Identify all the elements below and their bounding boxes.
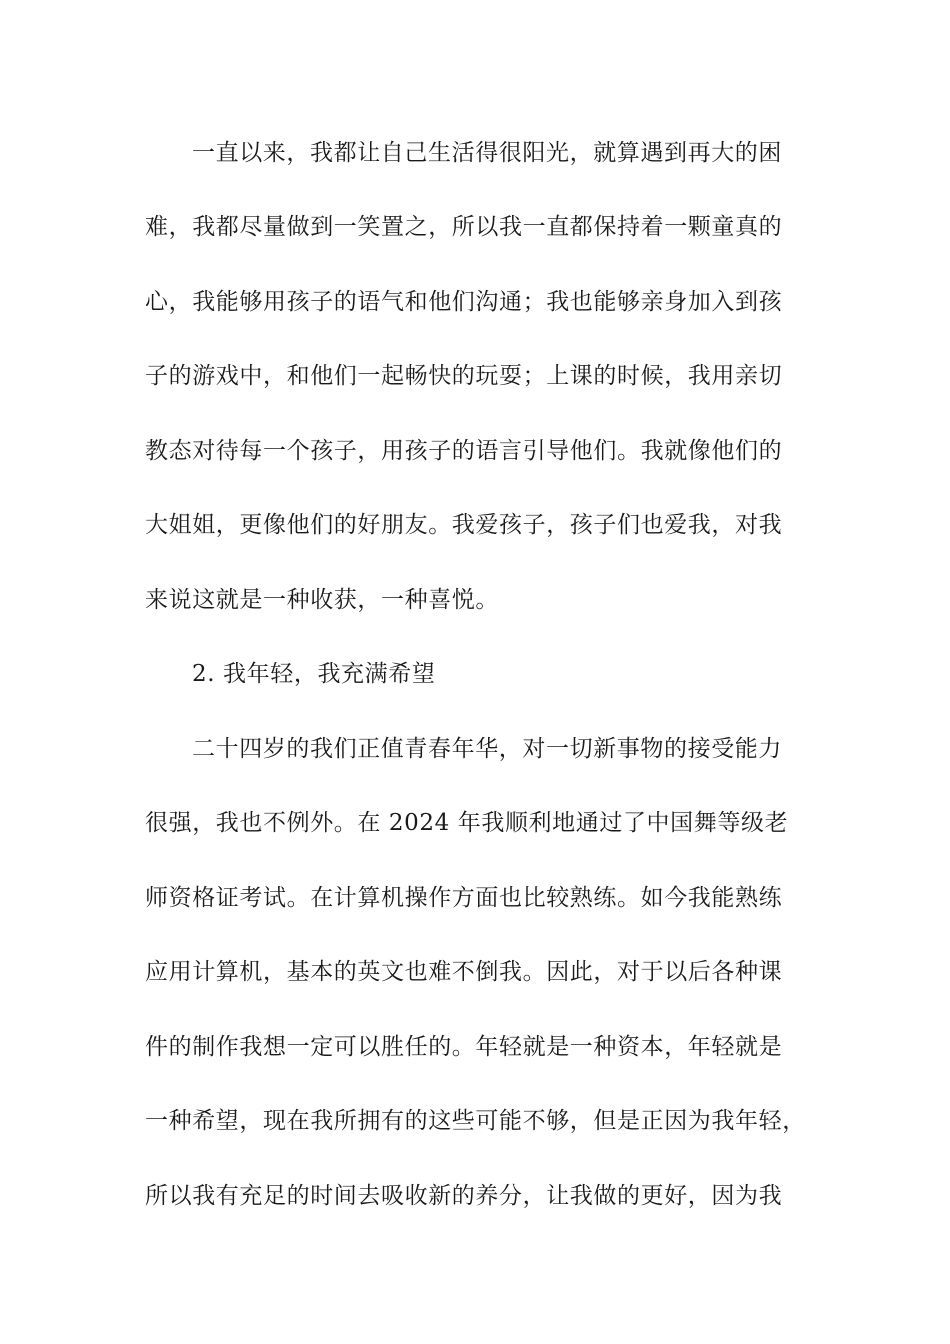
paragraph-2-line-5: 件的制作我想一定可以胜任的。年轻就是一种资本，年轻就是 [145, 1034, 783, 1060]
paragraph-2-line-2: 很强，我也不例外。在 2024 年我顺利地通过了中国舞等级老 [145, 810, 789, 836]
section-heading: 2. 我年轻，我充满希望 [192, 661, 436, 687]
paragraph-1-line-7: 来说这就是一种收获，一种喜悦。 [145, 587, 499, 613]
paragraph-2-line-1: 二十四岁的我们正值青春年华，对一切新事物的接受能力 [192, 736, 782, 762]
paragraph-1-line-5: 教态对待每一个孩子，用孩子的语言引导他们。我就像他们的 [145, 438, 783, 464]
paragraph-1-line-1: 一直以来，我都让自己生活得很阳光，就算遇到再大的困 [192, 140, 782, 166]
paragraph-1-line-3: 心，我能够用孩子的语气和他们沟通；我也能够亲身加入到孩 [145, 289, 783, 315]
paragraph-1-line-4: 子的游戏中，和他们一起畅快的玩耍；上课的时候，我用亲切 [145, 363, 783, 389]
paragraph-1-line-6: 大姐姐，更像他们的好朋友。我爱孩子，孩子们也爱我，对我 [145, 512, 783, 538]
paragraph-2-line-3: 师资格证考试。在计算机操作方面也比较熟练。如今我能熟练 [145, 885, 783, 911]
paragraph-2-line-6: 一种希望，现在我所拥有的这些可能不够，但是正因为我年轻， [145, 1108, 806, 1134]
paragraph-2-line-4: 应用计算机，基本的英文也难不倒我。因此，对于以后各种课 [145, 959, 783, 985]
paragraph-2-line-7: 所以我有充足的时间去吸收新的养分，让我做的更好，因为我 [145, 1183, 783, 1209]
paragraph-1-line-2: 难，我都尽量做到一笑置之，所以我一直都保持着一颗童真的 [145, 214, 783, 240]
